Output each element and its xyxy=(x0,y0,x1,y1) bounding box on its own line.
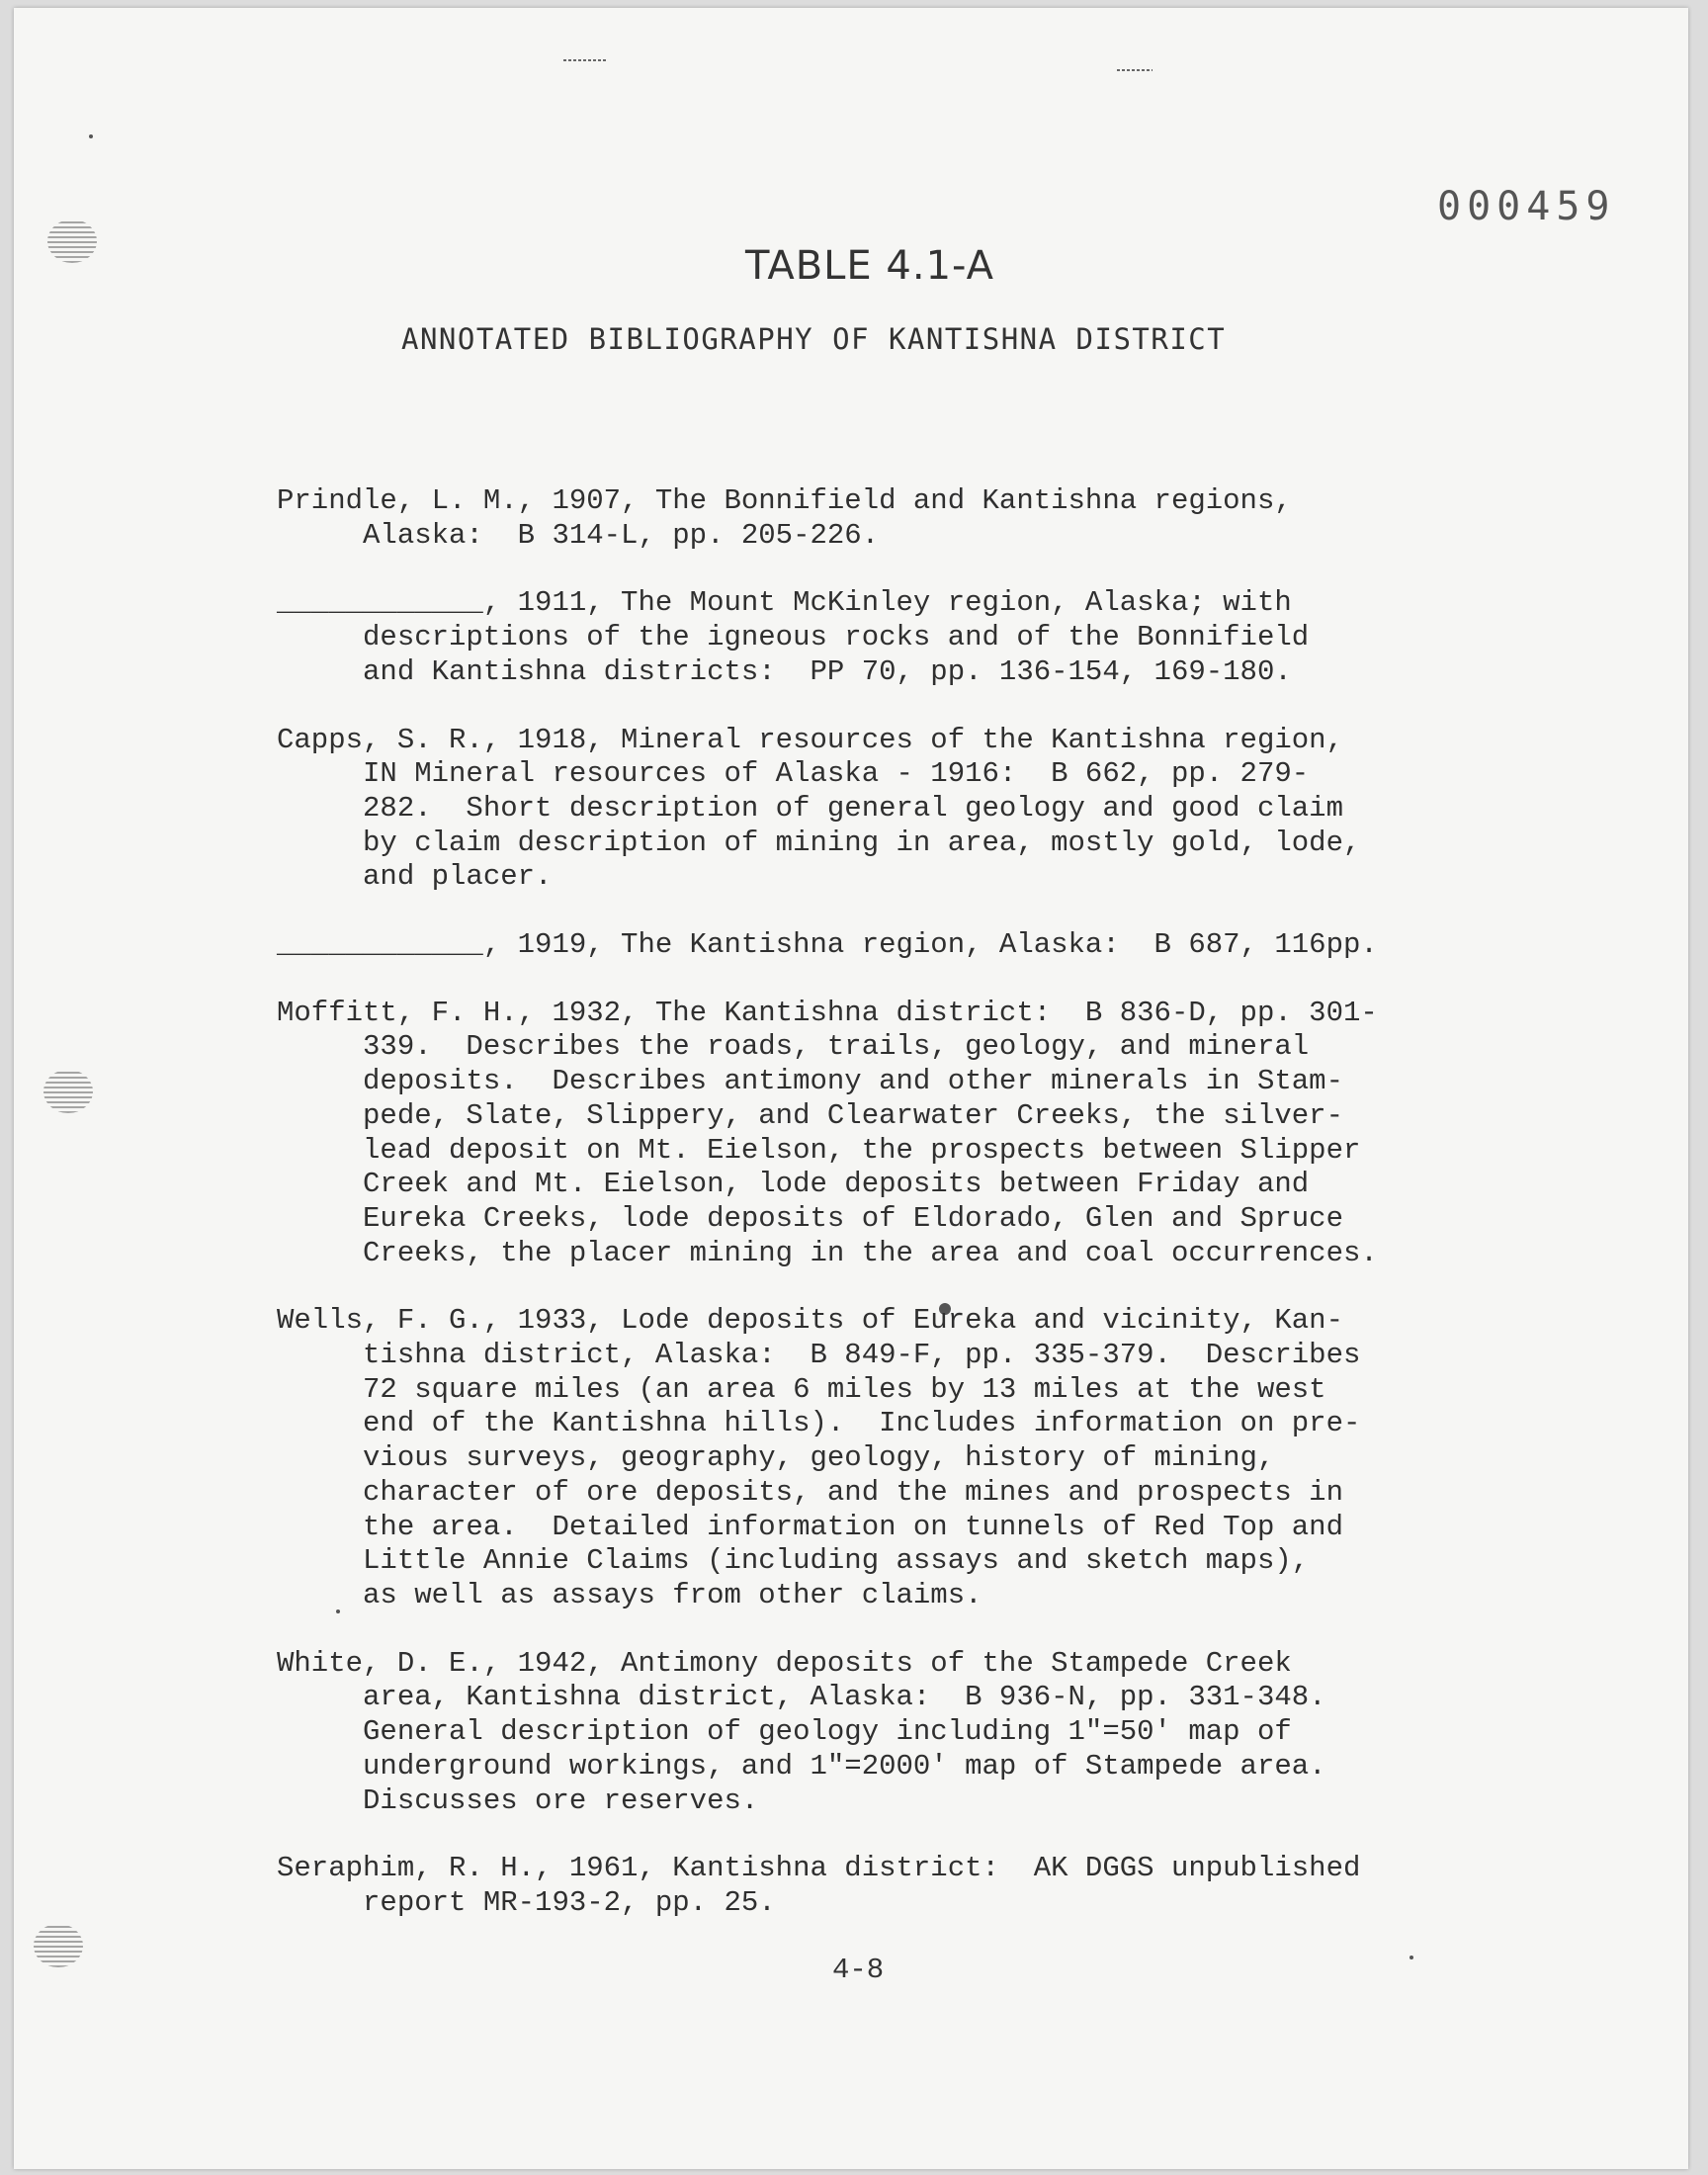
top-scan-mark xyxy=(563,59,607,61)
bibliography-entry: Seraphim, R. H., 1961, Kantishna district: AK DGGS unpublished report MR-193-2, pp. 25. xyxy=(277,1852,1361,1919)
bibliography-entry: White, D. E., 1942, Antimony deposits of the Stampede Creek area, Kantishna district, Alaska: B 936-N, pp. 331-348. General description of geology including 1"=50' map of underground workings, and 1"=2000' map of Stampede area. Discusses ore reserves. xyxy=(277,1646,1326,1817)
top-scan-mark xyxy=(1117,69,1153,71)
speck xyxy=(1409,1956,1413,1959)
document-page xyxy=(14,8,1688,2169)
page-number: 4-8 xyxy=(832,1954,885,1986)
speck xyxy=(89,134,93,138)
bibliography-entry: ____________, 1919, The Kantishna region, Alaska: B 687, 116pp. xyxy=(277,928,1378,962)
binder-hole xyxy=(43,1070,93,1113)
bibliography-entry: Prindle, L. M., 1907, The Bonnifield and Kantishna regions, Alaska: B 314-L, pp. 205-226. xyxy=(277,484,1292,552)
table-title: TABLE 4.1-A xyxy=(745,243,994,289)
binder-hole xyxy=(34,1924,83,1967)
bibliography-entry: ____________, 1911, The Mount McKinley region, Alaska; with descriptions of the igneous rocks and of the Bonnifield and Kantishna districts: PP 70, pp. 136-154, 169-180. xyxy=(277,586,1310,688)
bibliography-entry: Capps, S. R., 1918, Mineral resources of the Kantishna region, IN Mineral resources of Alaska - 1916: B 662, pp. 279- 282. Short description of general geology and good claim by claim description of mining in area, mostly gold, lode, and placer. xyxy=(277,723,1361,894)
bibliography-entries xyxy=(277,484,1601,1955)
bibliography-entry: Moffitt, F. H., 1932, The Kantishna district: B 836-D, pp. 301- 339. Describes the roads, trails, geology, and mineral deposits. Describes antimony and other minerals in Stam- pede, Slate, Slippery, and Clearwater Creeks, the silver- lead deposit on Mt. Eielson, the prospects between Slipper Creek and Mt. Eielson, lode deposits between Friday and Eureka Creeks, lode deposits of Eldorado, Glen and Spruce Creeks, the placer mining in the area and coal occurrences. xyxy=(277,996,1378,1269)
bibliography-entry: Wells, F. G., 1933, Lode deposits of Eureka and vicinity, Kan- tishna district, Alaska: B 849-F, pp. 335-379. Describes 72 square miles (an area 6 miles by 13 miles at the west end of the Kantishna hills). Includes information on pre- vious surveys, geography, geology, history of mining, character of ore deposits, and the mines and prospects in the area. Detailed information on tunnels of Red Top and Little Annie Claims (including assays and sketch maps), as well as assays from other claims. xyxy=(277,1304,1361,1611)
document-number: 000459 xyxy=(1437,184,1616,229)
bibliography-title: ANNOTATED BIBLIOGRAPHY OF KANTISHNA DISTRICT xyxy=(401,322,1227,356)
binder-hole xyxy=(47,219,97,263)
